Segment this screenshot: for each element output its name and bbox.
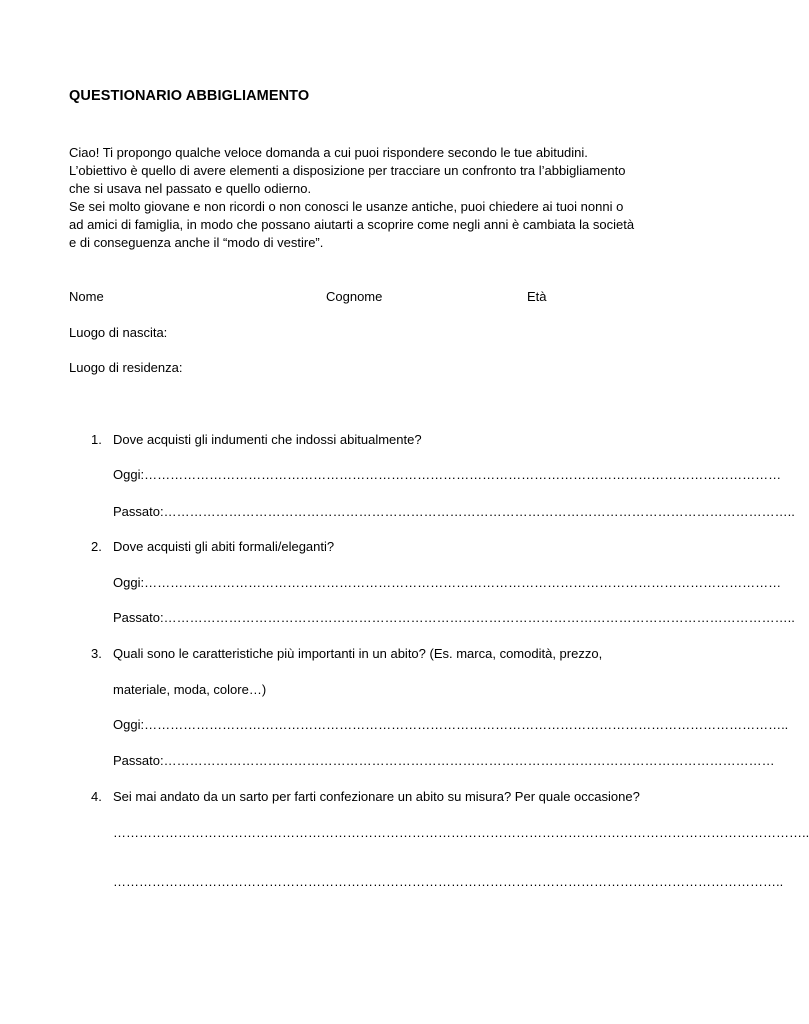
question-number: 2. (91, 539, 102, 554)
intro-line: che si usava nel passato e quello odierno. (69, 181, 312, 196)
eta-label: Età (527, 289, 547, 304)
question-text-continued: materiale, moda, colore…) (113, 682, 267, 697)
answer-passato-line[interactable]: Passato:……………………………………………………………………………………………………………………………….. (113, 504, 795, 519)
answer-passato-line[interactable]: Passato:……………………………………………………………………………………………………………………………….. (113, 610, 795, 625)
answer-oggi-line[interactable]: Oggi:………………………………………………………………………………………………………………………………… (113, 575, 782, 590)
answer-line[interactable]: ……………………………………………………………………………………………………………………………………….. (113, 874, 784, 889)
question-number: 3. (91, 646, 102, 661)
question-text: Dove acquisti gli abiti formali/eleganti? (113, 539, 335, 554)
intro-line: e di conseguenza anche il “modo di vestire”. (69, 235, 324, 250)
cognome-label: Cognome (326, 289, 383, 304)
luogo-nascita-label: Luogo di nascita: (69, 325, 168, 340)
intro-paragraph (69, 144, 669, 252)
document-title: QUESTIONARIO ABBIGLIAMENTO (69, 88, 310, 104)
answer-oggi-line[interactable]: Oggi:………………………………………………………………………………………………………………………………… (113, 467, 782, 482)
question-text: Dove acquisti gli indumenti che indossi abitualmente? (113, 432, 422, 447)
intro-line: Ciao! Ti propongo qualche veloce domanda a cui puoi rispondere secondo le tue abitudini. (69, 145, 588, 160)
answer-oggi-line[interactable]: Oggi:………………………………………………………………………………………………………………………………….. (113, 717, 789, 732)
luogo-residenza-label: Luogo di residenza: (69, 360, 183, 375)
nome-label: Nome (69, 289, 104, 304)
question-text: Quali sono le caratteristiche più importanti in un abito? (Es. marca, comodità, prezzo, (113, 646, 603, 661)
question-number: 4. (91, 789, 102, 804)
answer-passato-line[interactable]: Passato:…………………………………………………………………………………………………………………………… (113, 753, 775, 768)
intro-line: L’obiettivo è quello di avere elementi a disposizione per tracciare un confronto tra l’abbigliamento (69, 163, 626, 178)
intro-line: Se sei molto giovane e non ricordi o non conosci le usanze antiche, puoi chiedere ai tuoi nonni o (69, 199, 624, 214)
answer-line[interactable]: …………………………………………………………………………………………………………………………………………….. (113, 825, 809, 840)
question-number: 1. (91, 432, 102, 447)
intro-line: ad amici di famiglia, in modo che possano aiutarti a scoprire come negli anni è cambiata la società (69, 217, 635, 232)
question-text: Sei mai andato da un sarto per farti confezionare un abito su misura? Per quale occasione? (113, 789, 640, 804)
